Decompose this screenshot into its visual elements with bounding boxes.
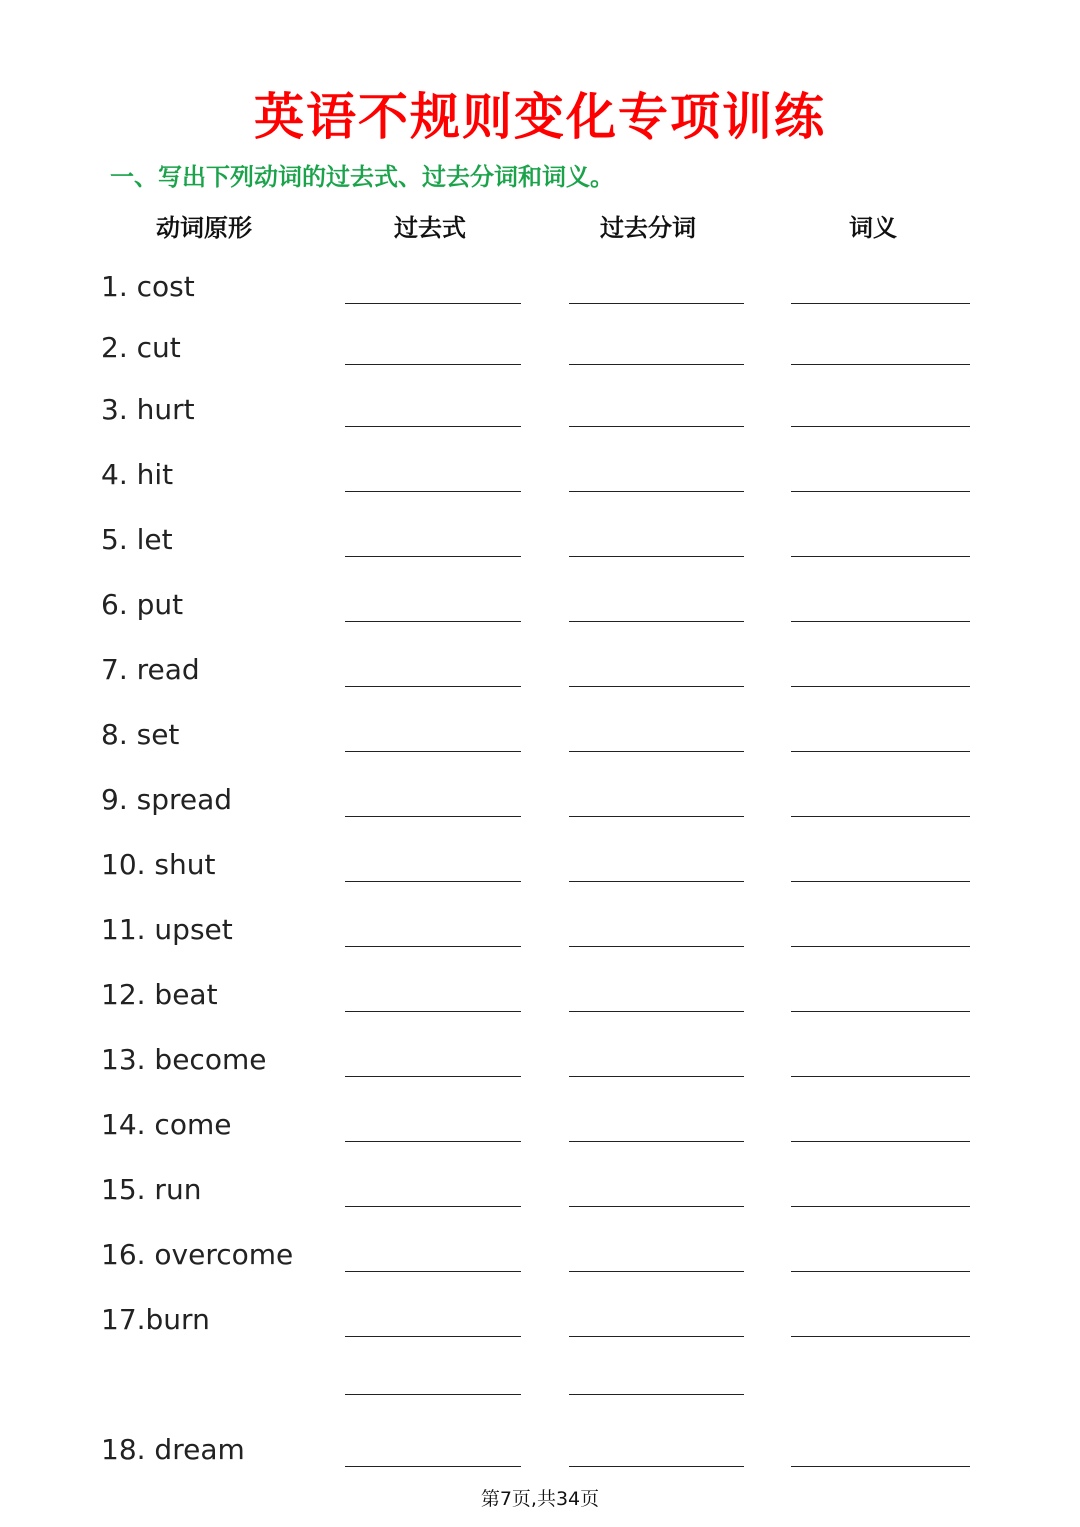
meaning-blank[interactable]: [791, 556, 970, 557]
past-participle-blank[interactable]: [569, 1141, 744, 1142]
meaning-blank[interactable]: [791, 1206, 970, 1207]
column-header-past-tense: 过去式: [394, 214, 466, 242]
past-tense-blank[interactable]: [345, 816, 521, 817]
past-participle-blank[interactable]: [569, 426, 744, 427]
column-header-meaning: 词义: [849, 214, 897, 242]
past-participle-blank[interactable]: [569, 1466, 744, 1467]
past-participle-blank[interactable]: [569, 1336, 744, 1337]
verb-label: 7. read: [101, 653, 200, 686]
meaning-blank[interactable]: [791, 426, 970, 427]
past-tense-blank[interactable]: [345, 751, 521, 752]
past-participle-blank[interactable]: [569, 1011, 744, 1012]
page-title: 英语不规则变化专项训练: [254, 88, 826, 146]
past-participle-blank[interactable]: [569, 751, 744, 752]
past-participle-blank[interactable]: [569, 1206, 744, 1207]
meaning-blank[interactable]: [791, 816, 970, 817]
verb-label: 18. dream: [101, 1433, 245, 1466]
verb-row: [0, 1237, 1080, 1277]
verb-row: [0, 717, 1080, 757]
meaning-blank[interactable]: [791, 1336, 970, 1337]
verb-label: 4. hit: [101, 458, 174, 491]
meaning-blank[interactable]: [791, 1271, 970, 1272]
past-tense-blank[interactable]: [345, 491, 521, 492]
past-tense-blank[interactable]: [345, 1336, 521, 1337]
verb-label: 15. run: [101, 1173, 202, 1206]
column-header-base-form: 动词原形: [156, 214, 252, 242]
past-tense-blank[interactable]: [345, 946, 521, 947]
verb-label: 17.burn: [101, 1303, 210, 1336]
verb-label: 10. shut: [101, 848, 216, 881]
verb-row: [0, 1432, 1080, 1472]
meaning-blank[interactable]: [791, 364, 970, 365]
verb-label: 12. beat: [101, 978, 218, 1011]
verb-label: 2. cut: [101, 331, 181, 364]
past-tense-blank[interactable]: [345, 1466, 521, 1467]
meaning-blank[interactable]: [791, 1466, 970, 1467]
verb-label: 1. cost: [101, 270, 195, 303]
verb-label: 8. set: [101, 718, 180, 751]
verb-label: 14. come: [101, 1108, 232, 1141]
verb-row: [0, 1302, 1080, 1342]
past-tense-blank[interactable]: [345, 621, 521, 622]
past-participle-blank[interactable]: [569, 621, 744, 622]
verb-label: 13. become: [101, 1043, 267, 1076]
meaning-blank[interactable]: [791, 686, 970, 687]
past-tense-blank[interactable]: [345, 881, 521, 882]
verb-label: 11. upset: [101, 913, 233, 946]
verb-row: [0, 847, 1080, 887]
meaning-blank[interactable]: [791, 303, 970, 304]
meaning-blank[interactable]: [791, 621, 970, 622]
past-participle-blank[interactable]: [569, 946, 744, 947]
past-tense-blank[interactable]: [345, 1206, 521, 1207]
past-tense-blank[interactable]: [345, 1076, 521, 1077]
verb-label: 6. put: [101, 588, 184, 621]
past-tense-blank[interactable]: [345, 1011, 521, 1012]
page-number: 第7页,共34页: [480, 1488, 600, 1510]
past-participle-blank[interactable]: [569, 816, 744, 817]
past-participle-blank[interactable]: [569, 1076, 744, 1077]
past-tense-blank[interactable]: [345, 426, 521, 427]
past-tense-blank[interactable]: [345, 1394, 521, 1395]
verb-label: 3. hurt: [101, 393, 195, 426]
extra-blank-row: [0, 1360, 1080, 1400]
verb-row: [0, 392, 1080, 432]
past-tense-blank[interactable]: [345, 1271, 521, 1272]
past-participle-blank[interactable]: [569, 1394, 744, 1395]
verb-row: [0, 522, 1080, 562]
meaning-blank[interactable]: [791, 1141, 970, 1142]
past-tense-blank[interactable]: [345, 686, 521, 687]
meaning-blank[interactable]: [791, 881, 970, 882]
verb-label: 5. let: [101, 523, 173, 556]
past-participle-blank[interactable]: [569, 556, 744, 557]
verb-row: [0, 457, 1080, 497]
verb-row: [0, 587, 1080, 627]
meaning-blank[interactable]: [791, 1011, 970, 1012]
verb-row: [0, 1042, 1080, 1082]
verb-row: [0, 977, 1080, 1017]
verb-label: 16. overcome: [101, 1238, 294, 1271]
verb-row: [0, 269, 1080, 309]
section-instruction: 一、写出下列动词的过去式、过去分词和词义。: [110, 163, 614, 191]
meaning-blank[interactable]: [791, 1076, 970, 1077]
verb-row: [0, 782, 1080, 822]
past-participle-blank[interactable]: [569, 1271, 744, 1272]
past-tense-blank[interactable]: [345, 1141, 521, 1142]
past-participle-blank[interactable]: [569, 364, 744, 365]
meaning-blank[interactable]: [791, 751, 970, 752]
past-participle-blank[interactable]: [569, 303, 744, 304]
past-tense-blank[interactable]: [345, 364, 521, 365]
past-participle-blank[interactable]: [569, 491, 744, 492]
column-header-past-participle: 过去分词: [600, 214, 696, 242]
verb-row: [0, 330, 1080, 370]
verb-row: [0, 652, 1080, 692]
past-tense-blank[interactable]: [345, 556, 521, 557]
past-tense-blank[interactable]: [345, 303, 521, 304]
verb-label: 9. spread: [101, 783, 233, 816]
verb-row: [0, 1107, 1080, 1147]
verb-row: [0, 912, 1080, 952]
verb-row: [0, 1172, 1080, 1212]
meaning-blank[interactable]: [791, 946, 970, 947]
meaning-blank[interactable]: [791, 491, 970, 492]
past-participle-blank[interactable]: [569, 686, 744, 687]
past-participle-blank[interactable]: [569, 881, 744, 882]
